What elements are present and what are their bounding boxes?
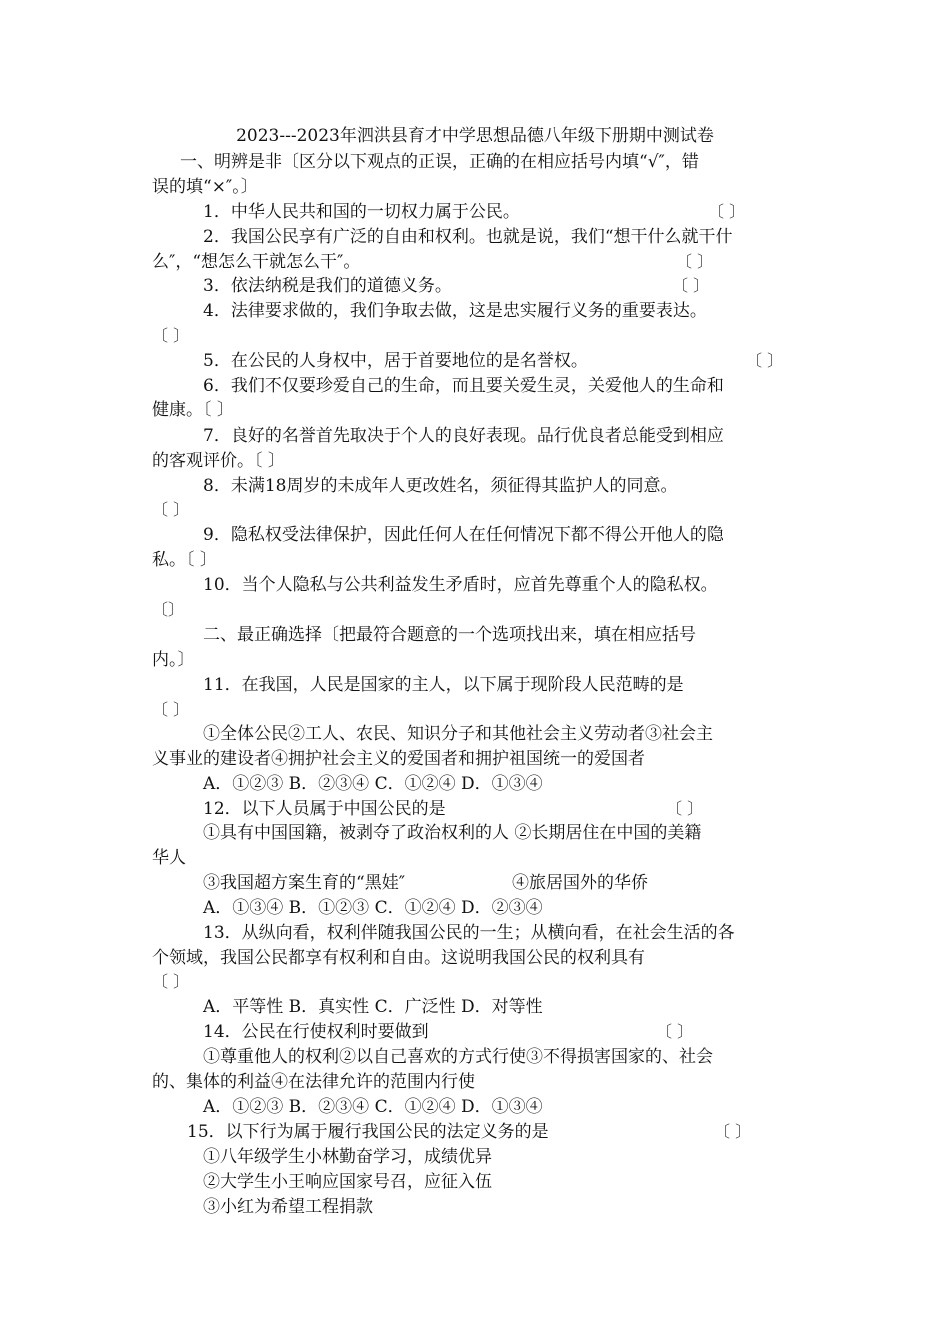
question-12-item-3: ③我国超方案生育的“黑娃″ — [203, 873, 406, 893]
answer-blank-1[interactable]: 〔 〕 — [708, 202, 746, 221]
question-13-cont: 个领域，我国公民都享有权利和自由。这说明我国公民的权利具有 — [152, 948, 645, 968]
question-9: 9．隐私权受法律保护，因此任何人在任何情况下都不得公开他人的隐 — [203, 525, 724, 545]
question-11: 11．在我国，人民是国家的主人，以下属于现阶段人民范畴的是 — [203, 675, 684, 695]
section1-heading-cont: 误的填“×″。〕 — [152, 177, 258, 197]
question-5: 5．在公民的人身权中，居于首要地位的是名誉权。 — [203, 351, 588, 371]
answer-blank-8[interactable]: 〔 〕 — [152, 500, 190, 519]
section2-heading-cont: 内。〕 — [152, 650, 195, 670]
section2-heading: 二、最正确选择〔把最符合题意的一个选项找出来，填在相应括号 — [203, 625, 696, 645]
question-12-options: A．①③④ B．①②③ C．①②④ D．②③④ — [203, 898, 543, 918]
question-12: 12．以下人员属于中国公民的是 — [203, 799, 446, 819]
question-13: 13．从纵向看，权利伴随我国公民的一生；从横向看，在社会生活的各 — [203, 923, 735, 943]
question-3: 3．依法纳税是我们的道德义务。 — [203, 276, 452, 296]
question-14-options: A．①②③ B．②③④ C．①②④ D．①③④ — [203, 1097, 543, 1117]
answer-blank-2[interactable]: 〔 〕 — [676, 252, 714, 271]
question-14: 14．公民在行使权利时要做到 — [203, 1022, 429, 1042]
question-10: 10．当个人隐私与公共利益发生矛盾时，应首先尊重个人的隐私权。 — [203, 575, 718, 595]
question-8: 8．未满18周岁的未成年人更改姓名，须征得其监护人的同意。 — [203, 476, 678, 496]
question-7: 7．良好的名誉首先取决于个人的良好表现。品行优良者总能受到相应 — [203, 426, 724, 446]
section1-heading: 一、明辨是非〔区分以下观点的正误，正确的在相应括号内填“√″，错 — [180, 152, 699, 172]
question-13-options: A．平等性 B．真实性 C．广泛性 D．对等性 — [203, 997, 543, 1017]
question-15-item-3: ③小红为希望工程捐款 — [203, 1197, 373, 1217]
answer-blank-15[interactable]: 〔 〕 — [714, 1122, 752, 1141]
answer-blank-3[interactable]: 〔 〕 — [672, 276, 710, 295]
question-1: 1．中华人民共和国的一切权力属于公民。 — [203, 202, 520, 222]
question-9-cont: 私。〔 〕 — [152, 550, 217, 570]
question-12-items-cont: 华人 — [152, 848, 186, 868]
question-15-item-2: ②大学生小王响应国家号召，应征入伍 — [203, 1172, 492, 1192]
question-15: 15．以下行为属于履行我国公民的法定义务的是 — [187, 1122, 549, 1142]
answer-blank-5[interactable]: 〔 〕 — [746, 351, 784, 370]
answer-blank-13[interactable]: 〔 〕 — [152, 972, 190, 991]
question-12-item-4: ④旅居国外的华侨 — [512, 873, 648, 893]
question-7-cont: 的客观评价。〔 〕 — [152, 451, 285, 471]
answer-blank-4[interactable]: 〔 〕 — [152, 326, 190, 345]
question-11-options: A．①②③ B．②③④ C．①②④ D．①③④ — [203, 774, 543, 794]
question-4: 4．法律要求做的，我们争取去做，这是忠实履行义务的重要表达。 — [203, 301, 707, 321]
answer-blank-14[interactable]: 〔 〕 — [656, 1022, 694, 1041]
question-14-items-cont: 的、集体的利益④在法律允许的范围内行使 — [152, 1072, 475, 1092]
page-title: 2023---2023年泗洪县育才中学思想品德八年级下册期中测试卷 — [236, 126, 714, 146]
question-6: 6．我们不仅要珍爱自己的生命，而且要关爱生灵，关爱他人的生命和 — [203, 376, 724, 396]
question-2: 2．我国公民享有广泛的自由和权利。也就是说，我们“想干什么就干什 — [203, 227, 733, 247]
question-11-items-cont: 义事业的建设者④拥护社会主义的爱国者和拥护祖国统一的爱国者 — [152, 749, 645, 769]
question-12-items: ①具有中国国籍，被剥夺了政治权利的人 ②长期居住在中国的美籍 — [203, 823, 702, 843]
question-6-cont: 健康。〔 〕 — [152, 400, 234, 420]
question-11-items: ①全体公民②工人、农民、知识分子和其他社会主义劳动者③社会主 — [203, 724, 713, 744]
answer-blank-10[interactable]: 〔〕 — [152, 600, 185, 619]
answer-blank-11[interactable]: 〔 〕 — [152, 700, 190, 719]
question-14-items: ①尊重他人的权利②以自己喜欢的方式行使③不得损害国家的、社会 — [203, 1047, 713, 1067]
question-15-item-1: ①八年级学生小林勤奋学习，成绩优异 — [203, 1147, 492, 1167]
answer-blank-12[interactable]: 〔 〕 — [666, 799, 704, 818]
question-2-cont: 么″，“想怎么干就怎么干″。 — [152, 252, 361, 272]
